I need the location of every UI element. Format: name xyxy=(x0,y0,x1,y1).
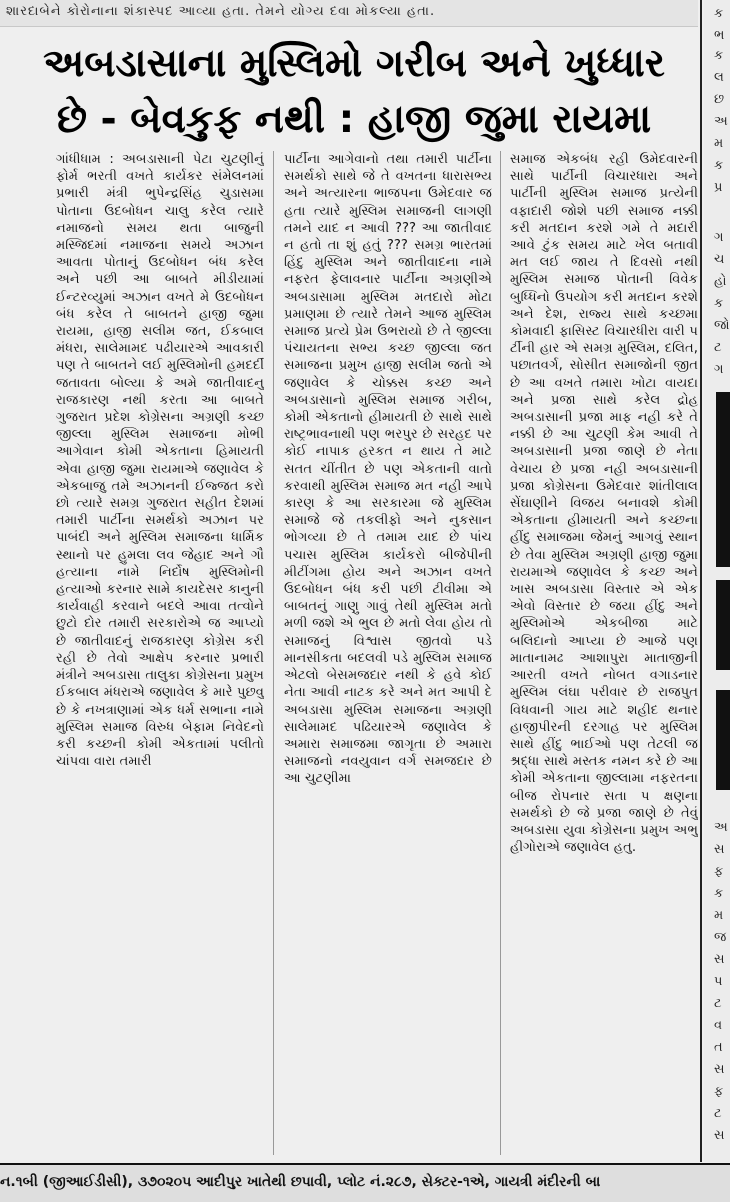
article-column-2: પાર્ટીના આગેવાનો તથા તમારી પાર્ટીના સમર્થકો સાથે જે તે વખતના ધારાસભ્ય અને અત્યારના ભાજપના ઉમેદવાર જ હતા ત્યારે મુસ્લિમ સમાજની લાગણી તમને યાદ ન આવી ??? આ જાતીવાદ ન હતો તા શું હતું ??? સમગ્ર ભારતમાં હિંદુ મુસ્લિમ અને જાતીવાદના નામે નફરત ફેલાવનાર પાર્ટીના અગ્રણીએ અબડાસામા મુસ્લિમ મતદારો મોટા પ્રમાણમા છે ત્યારે તેમને આજ મુસ્લિમ સમાજ પ્રત્યે પ્રેમ ઉભરાયો છે તે જીલ્લા પંચાયતના સભ્ય કચ્છ જીલ્લા જત સમાજના પ્રમુખ હાજી સલીમ જતો એ જણાવેલ કે ચોક્કસ કચ્છ અને અબડાસાનો મુસ્લિમ સમાજ ગરીબ, કોમી એકતાનો હીમાયતી છે સાથે સાથે રાષ્ટ્રભાવનાથી પણ ભરપુર છે સરહદ પર કોઈ નાપાક હરકત ન થાય તે માટે સતત ચીંતીત છે પણ એકતાની વાતો કરવાથી મુસ્લિમ સમાજ મત નહી આપે કારણ કે આ સરકારમા જે મુસ્લિમ સમાજે જે તકલીફો અને નુકસાન ભોગવ્યા છે તે તમામ યાદ છે પાંચ પચાસ મુસ્લિમ કાર્યકરો બીજેપીની મીટીંગમા હોય અને અઝાન વખતે ઉદબોધન બંધ કરી પછી ટીવીમા એ બાબતનું ગાણુ ગાવું તેથી મુસ્લિમ મતો મળી જશે એ ભુલ છે મતો લેવા હોય તો સમાજનું વિશ્વાસ જીતવો પડે માનસીકતા બદલવી પડે મુસ્લિમ સમાજ એટલો બેસમજદાર નથી કે હવે કોઈ નેતા આવી નાટક કરે અને મત આપી દે અબડાસા મુસ્લિમ સમાજના અગ્રણી સાલેમામદ પઢિયારએ જણાવેલ કે અમારા સમાજમા જાગૃતા છે અમારા સમાજનો નવયુવાન વર્ગ સમજદાર છે આ ચુટણીમા xyxy=(284,152,492,787)
article-headline xyxy=(14,36,694,148)
article-column-1: ગાંધીધામ : અબડાસાની પેટા ચુટણીનું ફોર્મ ભરતી વખતે કાર્યકર સંમેલનમાં પ્રભારી મંત્રી ભુપેન્દ્રસિંહ ચુડાસમા પોતાના ઉદબોધન ચાલુ કરેલ ત્યારે નમાજનો સમય થતા બાજુની મસ્જિદમાં નમાજના સમયે અઝાન આવતા પોતાનું ઉદબોધન બંધ કરેલ અને પછી આ બાબતે મીડીયામાં ઈન્ટરવ્યુમાં અઝાન વખતે મે ઉદબોધન બંધ કરેલ તે બાબતને હાજી જુમા રાયમા, હાજી સલીમ જત, ઈકબાલ મંધરા, સાલેમામદ પઢીયારએ આવકારી પણ તે બાબતને લઈ મુસ્લિમોની હમદર્દી જતાવતા બોલ્યા કે અમે જાતીવાદનુ રાજકારણ નથી કરતા આ બાબતે ગુજરાત પ્રદેશ કોગ્રેસના અગ્રણી કચ્છ જીલ્લા મુસ્લિમ સમાજના મોભી આગેવાન કોમી એકતાના હિમાયતી એવા હાજી જુમા રાયમાએ જણાવેલ કે એકબાજુ તમે અઝાનની ઈજ્જત કરો છો ત્યારે સમગ્ર ગુજરાત સહીત દેશમાં તમારી પાર્ટીના સમર્થકો અઝાન પર પાબંદી અને મુસ્લિમ સમાજના ધાર્મિક સ્થાનો પર હુમલા લવ જેહાદ અને ગૌ હત્યાના નામે નિર્દોષ મુસ્લિમોની હત્યાઓ કરનાર સામે કાયદેસર કાનુની કાર્યવાહી કરવાને બદલે આવા તત્વોને છુટો દોર તમારી સરકારોએ જ આપ્યો છે જાતીવાદનું રાજકારણ કોગ્રેસ કરી રહી છે તેવો આક્ષેપ કરનાર પ્રભારી મંત્રીને અબડાસા તાલુકા કોગ્રેસના પ્રમુખ ઈકબાલ મંધરાએ જણાવેલ કે મારે પુછવુ છે કે નખત્રાણામાં એક ધર્મ સભાના નામે મુસ્લિમ સમાજ વિરુધ બેફામ નિવેદનો કરી કચ્છની કોમી એકતામાં પલીતો ચાંપવા વારા તમારી xyxy=(56,152,264,770)
column-rule xyxy=(500,151,501,1155)
headline-line-2: છે - બેવકુફ નથી : હાજી જુમા રાયમા xyxy=(56,97,652,142)
article-column-3: સમાજ એકબંધ રહી ઉમેદવારની સાથે પાર્ટીની વિચારધારા અને પાર્ટીની મુસ્લિમ સમાજ પ્રત્યેની વફાદારી જોશે પછી સમાજ નક્કી કરી મતદાન કરશે ગમે તે મદારી આવે ટુંક સમય માટે ખેલ બતાવી મત લઈ જાય તે દિવસો નથી મુસ્લિમ સમાજ પોતાની વિવેક બુધ્ધિનો ઉપયોગ કરી મતદાન કરશે અને દેશ, રાજ્ય સાથે કચ્છમા કોમવાદી ફાસિસ્ટ વિચારધીરા વારી પ ર્ટીની હાર એ સમગ્ર મુસ્લિમ, દલિત, પછાતવર્ગ, સોસીત સમાજોની જીત છે આ વખતે તમારા ખોટા વાયદા અને પ્રજા સાથે કરેલ દ્રોહ અબડાસાની પ્રજા માફ નહી કરે તે નક્કી છે આ ચુટણી કેમ આવી તે અબડાસાની પ્રજા જાણે છે નેતા વેચાય છે પ્રજા નહી અબડાસાની પ્રજા કોગ્રેસના ઉમેદવાર શાંતીલાલ સેંઘાણીને વિજય બનાવશે કોમી એકતાના હીમાયતી અને કચ્છના હીંદુ સમાજમા જેમનું આગવું સ્થાન છે તેવા મુસ્લિમ અગ્રણી હાજી જુમા રાયમાએ જણાવેલ કે કચ્છ અને ખાસ અબડાસા વિસ્તાર એ એક એવો વિસ્તાર છે જયા હીંદુ અને મુસ્લિમોએ એકબીજા માટે બલિદાનો આપ્યા છે આજે પણ માતાનામઢ આશાપુરા માતાજીની આરતી વખતે નોબત વગાડનાર મુસ્લિમ લંઘા પરીવાર છે રાજપુત વિધવાની ગાય માટે શહીદ થનાર હાજીપીરની દરગાહ પર મુસ્લિમ સાથે હીંદુ ભાઈઓ પણ તેટલી જ શ્રદ્ધા સાથે મસ્તક નમન કરે છે આ કોમી એકતાના જીલ્લામા નફરતના બીજ રોપનાર સતા પ ક્ષણના સમર્થકો છે જે પ્રજા જાણે છે તેવું અબડાસા યુવા કોગ્રેસના પ્રમુખ અભુ હીગોરાએ જણાવેલ હતુ. xyxy=(510,152,698,856)
headline-line-1: અબડાસાના મુસ્લિમો ગરીબ અને ખુધ્ધાર xyxy=(43,41,665,86)
advertisement-edge xyxy=(716,690,730,790)
previous-article-text: શારદાબેને કોરોનાના શંકાસ્પદ આવ્યા હતા. તેમને યોગ્ય દવા મોકલ્યા હતા. xyxy=(6,4,436,19)
column-rule xyxy=(273,151,274,1155)
column-divider xyxy=(700,0,702,1162)
advertisement-edge xyxy=(716,580,730,670)
imprint-text: ન.૧બી (જીઆઈડીસી), ૩૭૦૨૦૫ આદીપુર ખાતેથી છપાવી, પ્લોટ નં.૨૮૭, સેક્ટર-૧એ, ગાયત્રી મંદીરની બા xyxy=(0,1174,601,1190)
advertisement-edge xyxy=(716,392,730,567)
previous-article-strip xyxy=(0,0,698,27)
adjacent-column-cropped: ક ભ ક લ છ અ મ ક પ્ર ગ ચ હો ક જો ટ ગ અ સ ફ ક મ જ સ પ ટ વ ત સ ફ ટ સ xyxy=(704,0,730,1162)
imprint-footer xyxy=(0,1163,730,1202)
